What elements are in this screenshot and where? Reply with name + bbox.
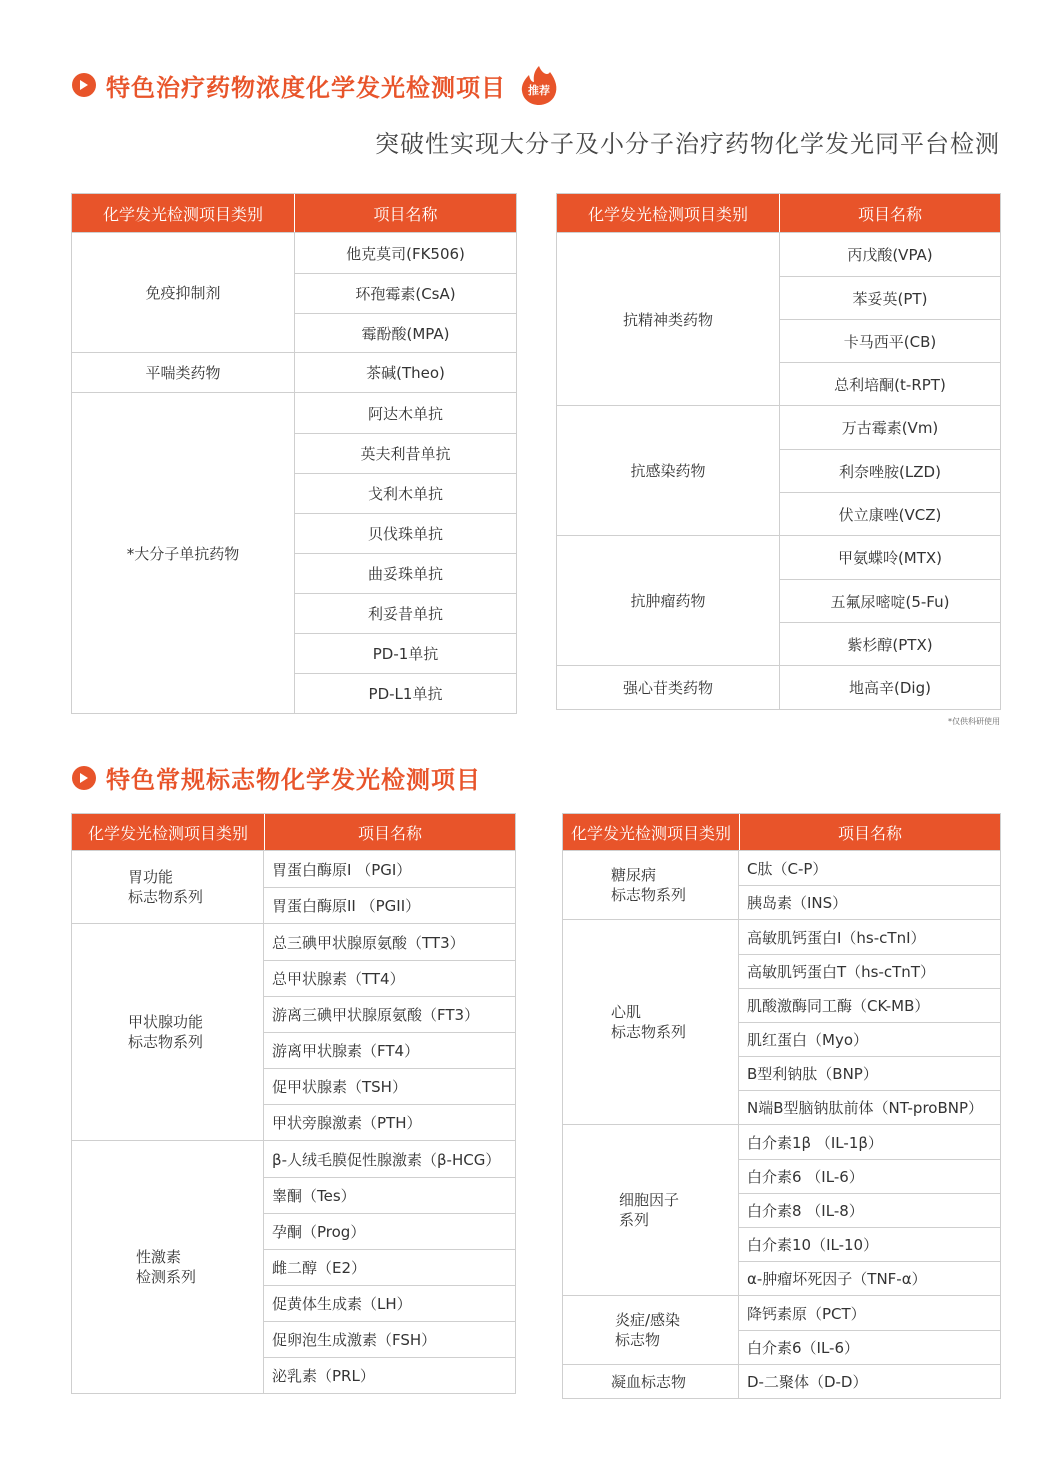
category-label: 性激素 检测系列 <box>136 1248 197 1286</box>
list-item: 戈利木单抗 <box>295 473 516 513</box>
list-item: α-肿瘤坏死因子（TNF-α） <box>739 1261 1000 1295</box>
group-coagulation <box>563 1364 1000 1398</box>
list-item: PD-1单抗 <box>295 633 516 673</box>
play-icon <box>72 766 96 790</box>
category-cell: 平喘类药物 <box>72 353 295 392</box>
list-item: 降钙素原（PCT） <box>747 1304 866 1323</box>
group-thyroid <box>72 923 515 1140</box>
header-item-name: 项目名称 <box>264 814 515 850</box>
recommend-badge <box>518 64 560 106</box>
list-item: 白介素6（IL-6） <box>739 1330 1000 1364</box>
group-diabetes <box>563 850 1000 919</box>
group-cytokine <box>563 1124 1000 1295</box>
category-cell <box>563 1296 739 1364</box>
group-gastric <box>72 850 515 923</box>
list-item: 白介素8 （IL-8） <box>739 1193 1000 1227</box>
list-item: 霉酚酸(MPA) <box>295 313 516 352</box>
table-header <box>72 194 516 232</box>
drug-table-left <box>71 193 517 714</box>
category-label: 炎症/感染 标志物 <box>615 1311 681 1349</box>
group-immunosuppressant <box>72 232 516 352</box>
table-header <box>557 194 1000 232</box>
category-label: 甲状腺功能 标志物系列 <box>128 1013 204 1051</box>
list-item: 白介素6 （IL-6） <box>739 1159 1000 1193</box>
category-cell <box>563 1125 739 1295</box>
group-antipsychotic <box>557 232 1000 405</box>
list-item: 卡马西平(CB) <box>780 319 1000 362</box>
list-item: N端B型脑钠肽前体（NT-proBNP） <box>739 1090 1000 1124</box>
category-label: 心肌 标志物系列 <box>611 1003 687 1041</box>
header-category: 化学发光检测项目类别 <box>87 823 248 843</box>
category-cell <box>563 920 739 1124</box>
list-item: 贝伐珠单抗 <box>295 513 516 553</box>
category-label: 细胞因子 系列 <box>619 1191 680 1229</box>
list-item: 游离甲状腺素（FT4） <box>264 1032 515 1068</box>
list-item: 英夫利昔单抗 <box>295 433 516 473</box>
list-item: B型利钠肽（BNP） <box>739 1056 1000 1090</box>
research-use-note: *仅供科研使用 <box>948 717 1000 726</box>
group-sex-hormone <box>72 1140 515 1393</box>
list-item: 胃蛋白酶原I （PGI） <box>272 860 412 879</box>
section2-header <box>72 760 481 795</box>
header-item-name: 项目名称 <box>294 194 516 232</box>
drug-table-right <box>556 193 1001 710</box>
list-item: 环孢霉素(CsA) <box>295 273 516 313</box>
category-cell: 抗感染药物 <box>557 406 780 535</box>
list-item: 白介素1β （IL-1β） <box>747 1133 883 1152</box>
list-item: 白介素10（IL-10） <box>739 1227 1000 1261</box>
group-cardiac-glycoside <box>557 665 1000 709</box>
list-item: 促黄体生成素（LH） <box>264 1285 515 1321</box>
play-icon <box>72 73 96 97</box>
category-cell <box>72 924 264 1140</box>
category-cell: *大分子单抗药物 <box>72 393 295 713</box>
section2-title: 特色常规标志物化学发光检测项目 <box>106 766 481 794</box>
table-header <box>72 814 515 850</box>
list-item: 总三碘甲状腺原氨酸（TT3） <box>272 933 465 952</box>
group-inflammation <box>563 1295 1000 1364</box>
category-cell: 抗肿瘤药物 <box>557 536 780 665</box>
list-item: 促甲状腺素（TSH） <box>264 1068 515 1104</box>
section1-subtitle: 突破性实现大分子及小分子治疗药物化学发光同平台检测 <box>375 130 1000 158</box>
list-item: 胃蛋白酶原II （PGII） <box>264 887 515 923</box>
list-item: 五氟尿嘧啶(5-Fu) <box>780 579 1000 622</box>
list-item: C肽（C-P） <box>747 859 828 878</box>
section1-header <box>72 64 560 106</box>
list-item: 睾酮（Tes） <box>264 1177 515 1213</box>
list-item: 高敏肌钙蛋白I（hs-cTnI） <box>747 928 926 947</box>
header-category: 化学发光检测项目类别 <box>570 823 731 843</box>
list-item: 曲妥珠单抗 <box>295 553 516 593</box>
list-item: 促卵泡生成激素（FSH） <box>264 1321 515 1357</box>
group-antiasthmatic <box>72 352 516 392</box>
list-item: 胰岛素（INS） <box>739 885 1000 919</box>
list-item: 总利培酮(t-RPT) <box>780 362 1000 405</box>
list-item: 总甲状腺素（TT4） <box>264 960 515 996</box>
list-item: PD-L1单抗 <box>295 673 516 713</box>
list-item: 肌酸激酶同工酶（CK-MB） <box>739 988 1000 1022</box>
section1-title: 特色治疗药物浓度化学发光检测项目 <box>106 73 506 102</box>
list-item: 甲状旁腺激素（PTH） <box>264 1104 515 1140</box>
category-cell <box>563 1365 739 1398</box>
category-cell <box>72 851 264 923</box>
list-item: 甲氨蝶呤(MTX) <box>837 549 943 567</box>
list-item: 紫杉醇(PTX) <box>780 622 1000 665</box>
category-label: 凝血标志物 <box>611 1372 687 1391</box>
recommend-badge-label: 推荐 <box>528 84 550 97</box>
group-monoclonal-antibody <box>72 392 516 713</box>
marker-table-right <box>562 813 1001 1399</box>
list-item: 地高辛(Dig) <box>849 679 931 697</box>
header-category: 化学发光检测项目类别 <box>587 204 748 224</box>
group-antitumor <box>557 535 1000 665</box>
list-item: 孕酮（Prog） <box>264 1213 515 1249</box>
list-item: 伏立康唑(VCZ) <box>780 492 1000 535</box>
list-item: 利奈唑胺(LZD) <box>780 449 1000 492</box>
list-item: 丙戊酸(VPA) <box>847 246 933 264</box>
list-item: 游离三碘甲状腺原氨酸（FT3） <box>264 996 515 1032</box>
list-item: D-二聚体（D-D） <box>747 1373 868 1391</box>
table-header <box>563 814 1000 850</box>
list-item: 肌红蛋白（Myo） <box>739 1022 1000 1056</box>
header-item-name: 项目名称 <box>779 194 1000 232</box>
list-item: 他克莫司(FK506) <box>346 244 465 263</box>
list-item: 泌乳素（PRL） <box>264 1357 515 1393</box>
category-cell <box>563 851 739 919</box>
group-myocardial <box>563 919 1000 1124</box>
category-cell: 强心苷类药物 <box>557 666 780 709</box>
category-cell <box>72 1141 264 1393</box>
category-label: 糖尿病 标志物系列 <box>611 866 687 904</box>
group-anti-infective <box>557 405 1000 535</box>
category-cell: 抗精神类药物 <box>557 233 780 405</box>
category-cell: 免疫抑制剂 <box>72 233 295 352</box>
header-item-name: 项目名称 <box>739 814 1000 850</box>
list-item: β-人绒毛膜促性腺激素（β-HCG） <box>272 1150 501 1169</box>
list-item: 万古霉素(Vm) <box>841 419 939 437</box>
list-item: 苯妥英(PT) <box>780 276 1000 319</box>
list-item: 利妥昔单抗 <box>295 593 516 633</box>
list-item: 茶碱(Theo) <box>366 364 445 382</box>
list-item: 阿达木单抗 <box>367 404 443 423</box>
marker-table-left <box>71 813 516 1394</box>
header-category: 化学发光检测项目类别 <box>102 204 263 224</box>
category-label: 胃功能 标志物系列 <box>128 868 204 906</box>
list-item: 雌二醇（E2） <box>264 1249 515 1285</box>
list-item: 高敏肌钙蛋白T（hs-cTnT） <box>739 954 1000 988</box>
